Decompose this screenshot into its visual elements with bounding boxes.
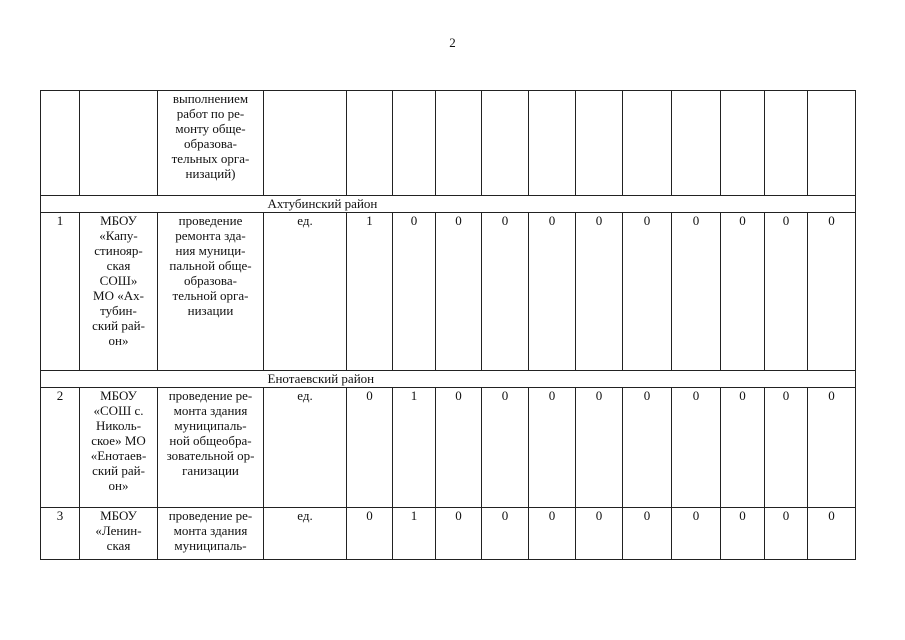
org-cell: МБОУ «Ленин- ская <box>80 508 158 560</box>
org-cell <box>80 91 158 196</box>
num-cell: 3 <box>41 508 80 560</box>
value-cell: 0 <box>808 508 856 560</box>
value-cell: 0 <box>765 213 808 371</box>
value-cell: 0 <box>347 508 393 560</box>
value-cell: 0 <box>529 508 576 560</box>
value-cell <box>623 91 672 196</box>
value-cell <box>529 91 576 196</box>
org-cell: МБОУ «СОШ с. Николь- ское» МО «Енотаев- ский рай- он» <box>80 388 158 508</box>
value-cell: 0 <box>721 213 765 371</box>
region-label-spacer <box>80 371 158 388</box>
value-cell <box>765 91 808 196</box>
table-row <box>41 91 856 196</box>
page-number: 2 <box>449 35 456 50</box>
region-heading: Ахтубинский район <box>158 196 856 213</box>
value-cell: 1 <box>347 213 393 371</box>
data-table <box>40 90 856 560</box>
value-cell: 0 <box>482 388 529 508</box>
value-cell: 0 <box>393 213 436 371</box>
value-cell: 0 <box>672 508 721 560</box>
value-cell: 0 <box>529 213 576 371</box>
num-cell: 2 <box>41 388 80 508</box>
value-cell: 0 <box>765 508 808 560</box>
unit-cell: ед. <box>264 388 347 508</box>
value-cell: 0 <box>765 388 808 508</box>
region-header-row <box>41 371 856 388</box>
value-cell <box>347 91 393 196</box>
region-heading: Енотаевский район <box>158 371 856 388</box>
value-cell: 0 <box>529 388 576 508</box>
value-cell <box>393 91 436 196</box>
work-cell: выполнением работ по ре- монту обще- образова- тельных орга- низаций) <box>158 91 264 196</box>
value-cell: 0 <box>576 508 623 560</box>
value-cell <box>436 91 482 196</box>
region-label-spacer <box>80 196 158 213</box>
value-cell: 0 <box>436 213 482 371</box>
unit-cell <box>264 91 347 196</box>
value-cell: 0 <box>576 213 623 371</box>
value-cell <box>721 91 765 196</box>
num-cell: 1 <box>41 213 80 371</box>
value-cell <box>672 91 721 196</box>
value-cell: 0 <box>672 388 721 508</box>
work-cell: проведение ре- монта здания муниципаль- <box>158 508 264 560</box>
unit-cell: ед. <box>264 508 347 560</box>
value-cell: 1 <box>393 388 436 508</box>
value-cell: 0 <box>672 213 721 371</box>
value-cell <box>808 91 856 196</box>
value-cell <box>482 91 529 196</box>
value-cell: 0 <box>576 388 623 508</box>
num-cell <box>41 91 80 196</box>
value-cell: 0 <box>808 388 856 508</box>
value-cell: 0 <box>436 508 482 560</box>
value-cell: 0 <box>623 388 672 508</box>
work-cell: проведение ремонта зда- ния муници- пальной обще- образова- тельной орга- низации <box>158 213 264 371</box>
value-cell: 0 <box>482 508 529 560</box>
region-label-spacer <box>41 196 80 213</box>
value-cell: 0 <box>436 388 482 508</box>
value-cell: 0 <box>347 388 393 508</box>
value-cell: 1 <box>393 508 436 560</box>
value-cell: 0 <box>721 508 765 560</box>
table-row <box>41 508 856 560</box>
unit-cell: ед. <box>264 213 347 371</box>
work-cell: проведение ре- монта здания муниципаль- ной общеобра- зовательной ор- ганизации <box>158 388 264 508</box>
value-cell <box>576 91 623 196</box>
org-cell: МБОУ «Капу- стинояр- ская СОШ» МО «Ах- тубин- ский рай- он» <box>80 213 158 371</box>
value-cell: 0 <box>482 213 529 371</box>
value-cell: 0 <box>721 388 765 508</box>
value-cell: 0 <box>623 508 672 560</box>
region-label-spacer <box>41 371 80 388</box>
value-cell: 0 <box>808 213 856 371</box>
table-row <box>41 213 856 371</box>
table-row <box>41 388 856 508</box>
region-header-row <box>41 196 856 213</box>
value-cell: 0 <box>623 213 672 371</box>
